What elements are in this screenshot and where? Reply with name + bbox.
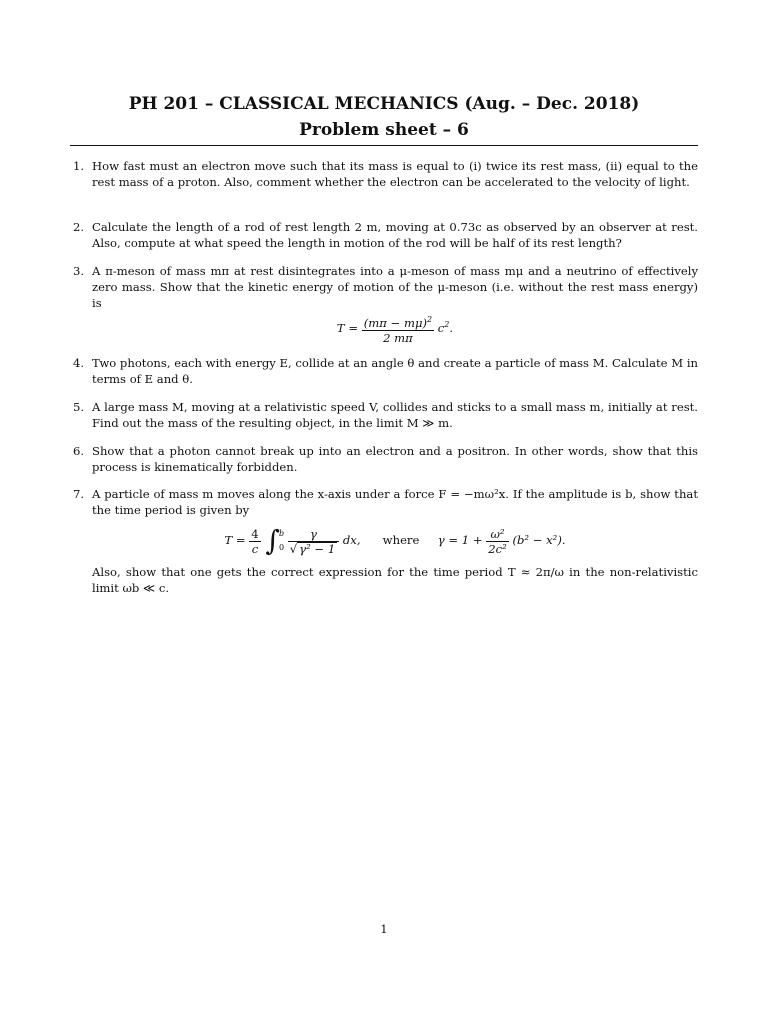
gamma-lhs: γ = 1 + [437,533,483,547]
kinetic-energy-equation [92,313,698,345]
equation-denominator: 2 mπ [383,331,413,345]
equation-rhs [438,321,453,335]
gamma-fraction [486,527,509,556]
numerator-base: (mπ − mμ) [363,316,428,330]
problem-number: 1. [73,159,85,173]
where-label: where [382,533,420,547]
integrand-denominator: √ γ² − 1 [289,541,336,556]
problem-text: A large mass M, moving at a relativistic speed V, collides and sticks to a small mass m, initially at rest. Find out the mass of the resulting object, in the limit M ≫ m. [92,400,698,430]
equation-numerator [362,313,434,331]
numerator-exponent: 2 [427,315,433,324]
header-divider [70,145,698,146]
problem-4 [73,355,698,387]
equation-lhs: T = [224,533,246,547]
lower-limit: 0 [278,543,285,552]
problem-1 [73,158,698,190]
integrand-numerator: γ [288,527,339,542]
problem-text: Show that a photon cannot break up into an electron and a positron. In other words, show that this process is kinematically forbidden. [92,444,698,474]
problem-text: A π-meson of mass mπ at rest disintegrates into a μ-meson of mass mμ and a neutrino of effectively zero mass. Show that the kinetic energy of motion of the μ-meson (i.e. without the rest mass energy) is [92,264,698,310]
upper-limit: b [278,529,285,538]
problem-5 [73,399,698,431]
page-title: PH 201 – CLASSICAL MECHANICS (Aug. – Dec. 2018) [128,94,640,114]
problem-text: Two photons, each with energy E, collide at an angle θ and create a particle of mass M. Calculate M in terms of E and θ. [92,356,698,386]
problem-text: Calculate the length of a rod of rest length 2 m, moving at 0.73c as observed by an observer at rest. Also, compute at what speed the length in motion of the rod will be half of its rest length? [92,220,698,250]
problem-number: 3. [73,264,85,278]
integral-sign: ∫ [265,524,280,557]
differential: dx, [342,533,361,547]
page-number: 1 [380,922,388,936]
problem-7 [73,486,698,596]
problem-number: 5. [73,400,85,414]
gamma-rhs: (b² − x²). [512,533,566,547]
problem-number: 2. [73,220,85,234]
equation-lhs: T = [336,321,359,335]
coefficient-denominator: c [251,541,259,556]
rhs-period: . [449,321,454,335]
problem-number: 6. [73,444,85,458]
problem-3 [73,263,698,347]
problem-number: 7. [73,487,85,501]
coefficient-fraction [249,527,260,556]
problem-followup: Also, show that one gets the correct expression for the time period T ≈ 2π/ω in the non-relativistic limit ωb ≪ c. [92,565,698,595]
sqrt-content: γ² − 1 [299,541,336,556]
problem-text: A particle of mass m moves along the x-axis under a force F = −mω²x. If the amplitude is b, show that the time period is given by [92,487,698,517]
problem-text: How fast must an electron move such that its mass is equal to (i) twice its rest mass, (ii) equal to the rest mass of a proton. Also, comment whether the electron can be accelerated to the velocity of light. [92,159,698,189]
gamma-numerator: ω² [486,527,509,542]
problem-number: 4. [73,356,85,370]
equation-fraction [362,313,434,345]
problem-6 [73,443,698,475]
rhs-exponent: 2 [444,320,450,329]
gamma-denominator: 2c² [488,541,507,556]
problem-2 [73,219,698,251]
integral-limits [279,527,284,555]
rhs-base: c [437,321,445,335]
page-subtitle: Problem sheet – 6 [299,120,469,140]
coefficient-numerator: 4 [251,526,259,541]
time-period-equation [92,526,698,556]
integrand-fraction [288,527,339,556]
